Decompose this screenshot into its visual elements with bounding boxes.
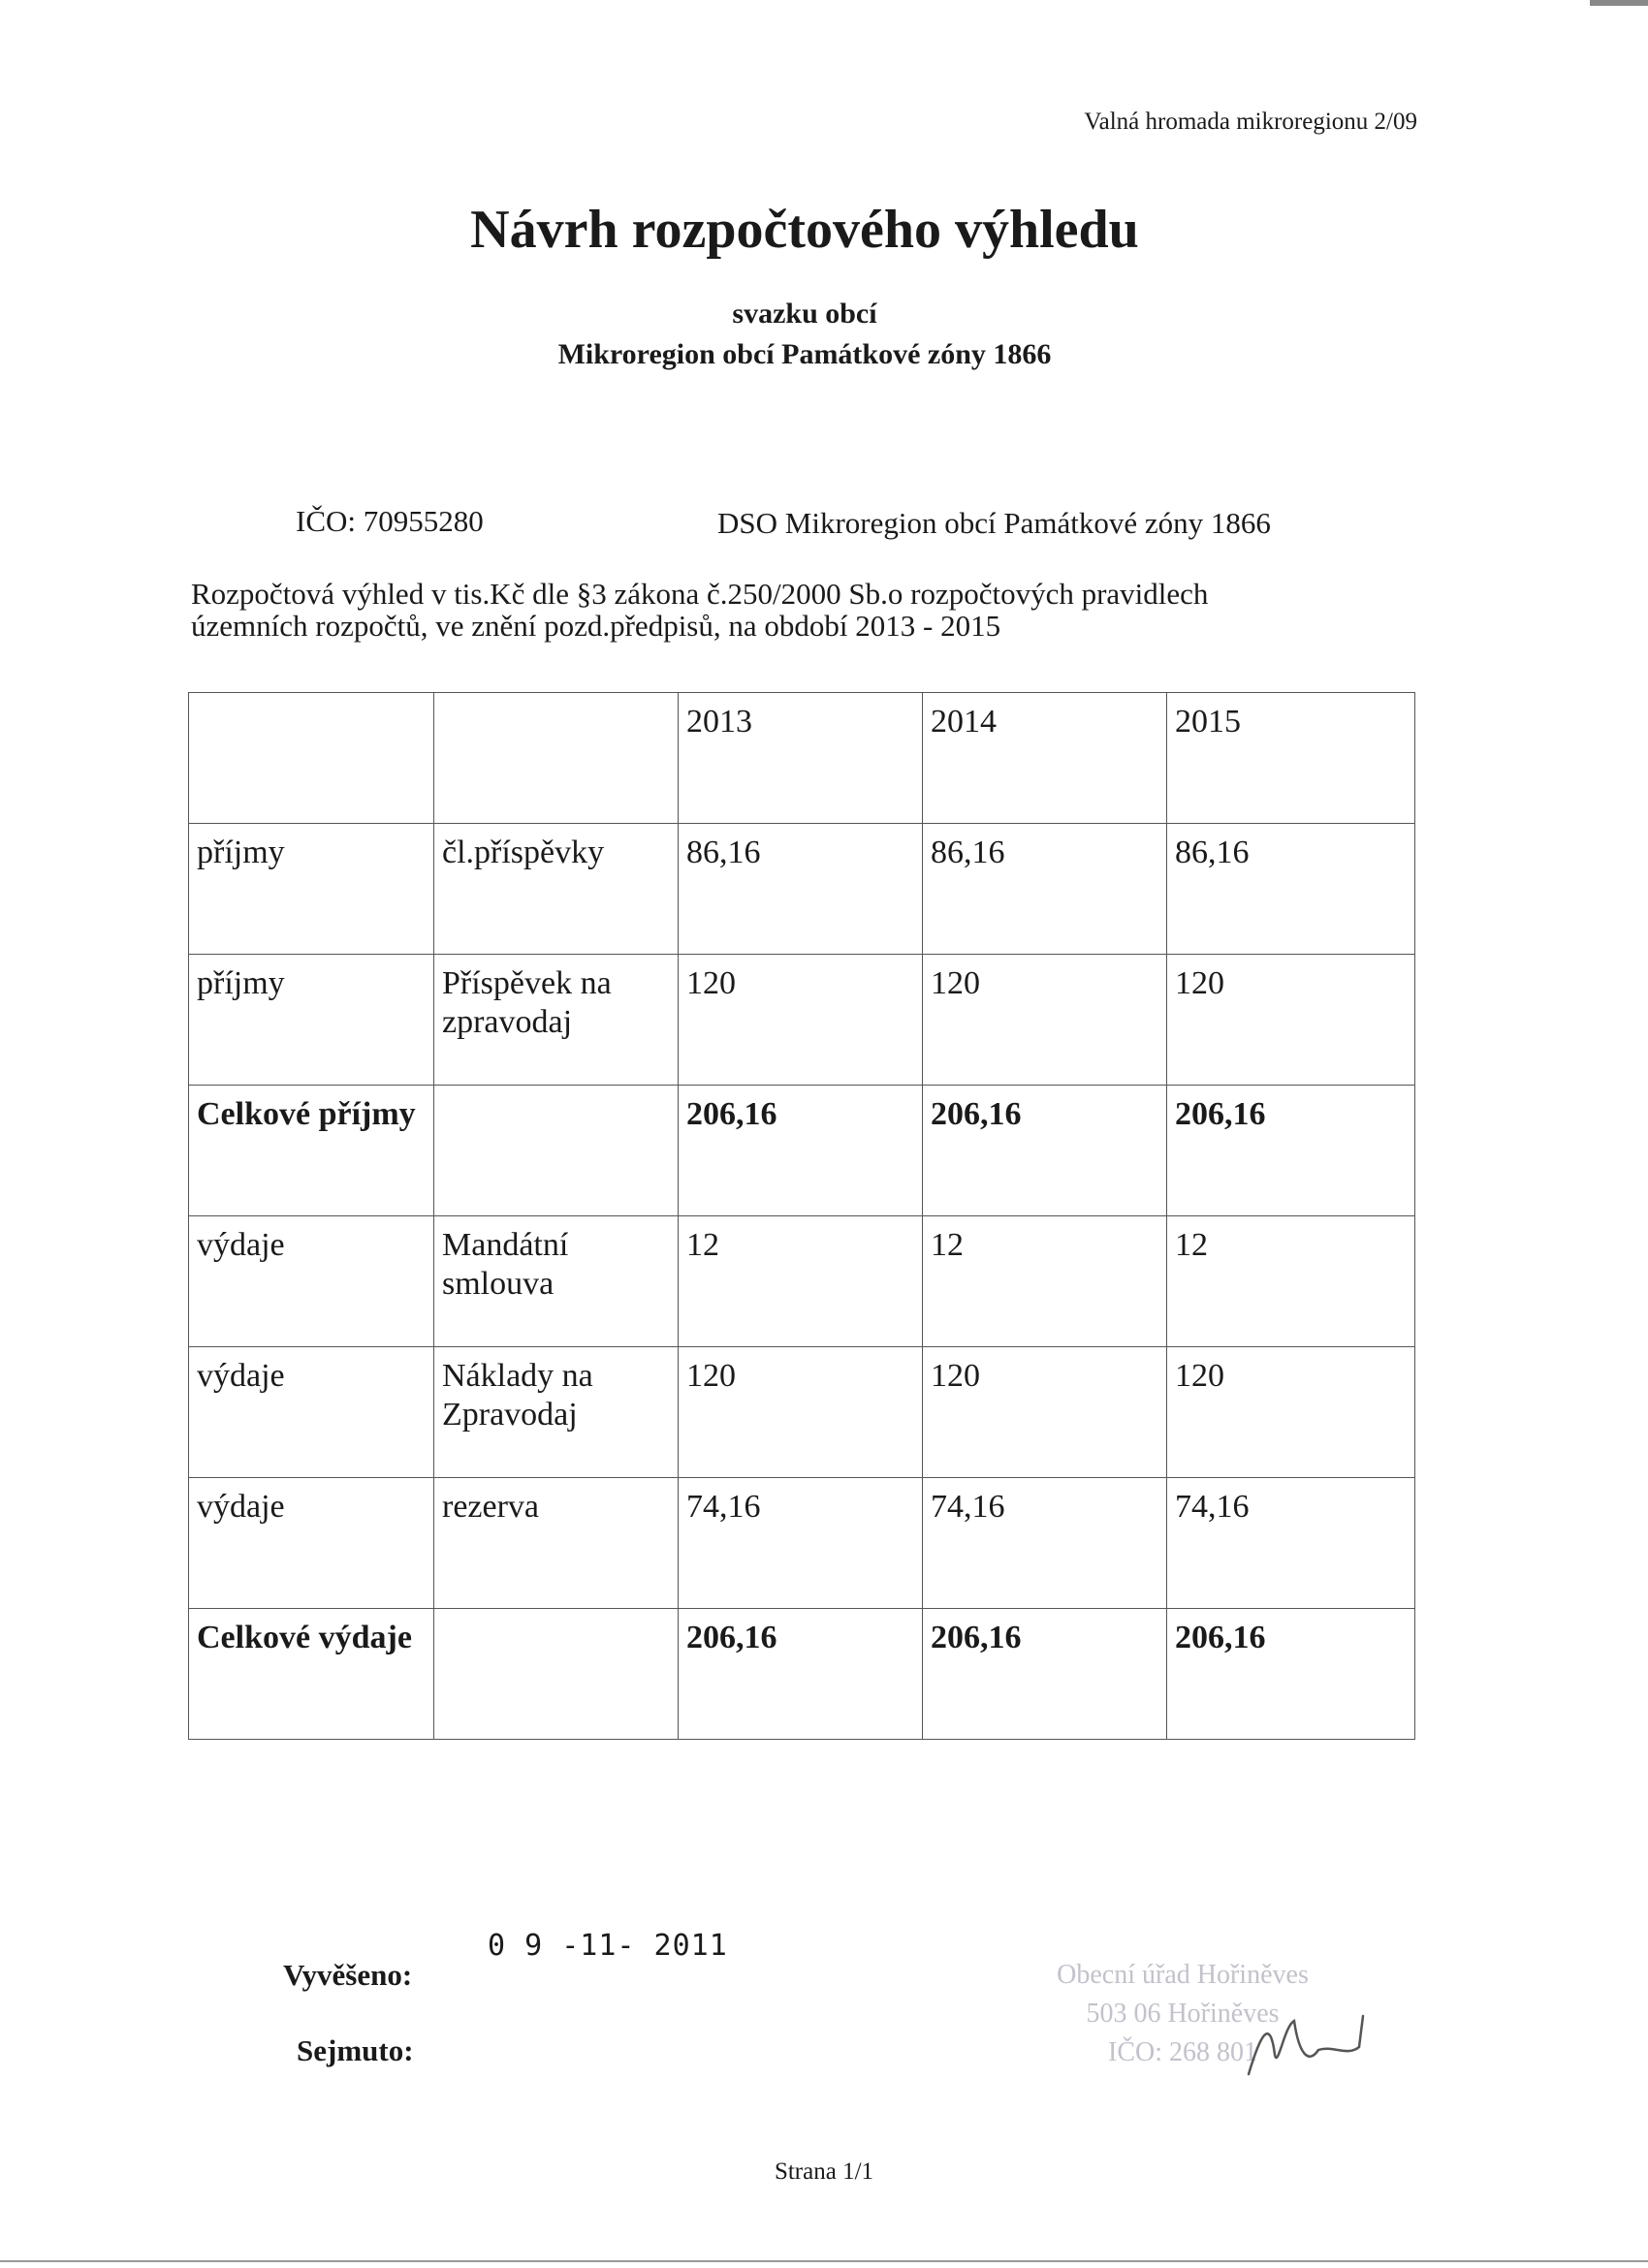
header-cell-year: 2014 [923, 693, 1167, 824]
row-value-2014: 12 [923, 1216, 1167, 1347]
meeting-reference: Valná hromada mikroregionu 2/09 [1084, 109, 1417, 135]
row-value-2015: 206,16 [1167, 1086, 1415, 1216]
intro-line-1: Rozpočtová výhled v tis.Kč dle §3 zákona č.250/2000 Sb.o rozpočtových pravidlech [191, 577, 1209, 611]
header-cell [434, 693, 679, 824]
row-item: Náklady na Zpravodaj [434, 1347, 679, 1478]
row-item: Příspěvek na zpravodaj [434, 955, 679, 1086]
page-number: Strana 1/1 [774, 2158, 874, 2185]
signature-icon [1241, 1997, 1367, 2084]
row-value-2014: 206,16 [923, 1609, 1167, 1740]
row-value-2014: 120 [923, 1347, 1167, 1478]
row-value-2015: 206,16 [1167, 1609, 1415, 1740]
row-item: čl.příspěvky [434, 824, 679, 955]
row-value-2013: 206,16 [679, 1609, 923, 1740]
row-value-2015: 74,16 [1167, 1478, 1415, 1609]
table-row [189, 1478, 1415, 1609]
removed-label: Sejmuto: [297, 2033, 414, 2067]
row-type: Celkové příjmy [189, 1086, 434, 1216]
table-row [189, 1216, 1415, 1347]
table-row-total [189, 1609, 1415, 1740]
budget-table [188, 692, 1415, 1740]
row-type: příjmy [189, 824, 434, 955]
table-header-row [189, 693, 1415, 824]
header-cell-year: 2013 [679, 693, 923, 824]
document-title: Návrh rozpočtového výhledu [470, 200, 1139, 260]
row-value-2015: 86,16 [1167, 824, 1415, 955]
row-item: rezerva [434, 1478, 679, 1609]
row-type: výdaje [189, 1347, 434, 1478]
stamp-line-3: IČO: 268 801 [1108, 2037, 1257, 2067]
scan-edge-mark [1590, 0, 1648, 6]
header-cell-year: 2015 [1167, 693, 1415, 824]
ico-number: IČO: 70955280 [296, 504, 484, 538]
subtitle-line-2: Mikroregion obcí Památkové zóny 1866 [557, 338, 1052, 370]
row-item [434, 1609, 679, 1740]
row-type: příjmy [189, 955, 434, 1086]
row-value-2013: 86,16 [679, 824, 923, 955]
row-value-2013: 120 [679, 1347, 923, 1478]
row-value-2014: 74,16 [923, 1478, 1167, 1609]
row-value-2013: 74,16 [679, 1478, 923, 1609]
row-value-2013: 12 [679, 1216, 923, 1347]
subtitle-line-1: svazku obcí [732, 298, 877, 330]
row-type: výdaje [189, 1216, 434, 1347]
row-value-2013: 206,16 [679, 1086, 923, 1216]
table-row [189, 824, 1415, 955]
stamp-line-1: Obecní úřad Hořiněves [1057, 1960, 1309, 1990]
table-row [189, 1347, 1415, 1478]
row-value-2013: 120 [679, 955, 923, 1086]
row-type: výdaje [189, 1478, 434, 1609]
table-row-total [189, 1086, 1415, 1216]
intro-line-2: územních rozpočtů, ve znění pozd.předpisů, na období 2013 - 2015 [191, 609, 1001, 643]
row-item [434, 1086, 679, 1216]
scan-edge-line [0, 2260, 1648, 2262]
table-row [189, 955, 1415, 1086]
row-item: Mandátní smlouva [434, 1216, 679, 1347]
row-value-2014: 120 [923, 955, 1167, 1086]
row-type: Celkové výdaje [189, 1609, 434, 1740]
intro-paragraph [191, 578, 1354, 642]
row-value-2015: 120 [1167, 955, 1415, 1086]
dso-name: DSO Mikroregion obcí Památkové zóny 1866 [717, 506, 1271, 540]
row-value-2015: 120 [1167, 1347, 1415, 1478]
row-value-2014: 206,16 [923, 1086, 1167, 1216]
posted-label: Vyvěšeno: [283, 1958, 413, 1992]
header-cell [189, 693, 434, 824]
posted-date-stamp: 0 9 -11- 2011 [488, 1929, 728, 1963]
stamp-line-2: 503 06 Hořiněves [1086, 1999, 1280, 2029]
row-value-2014: 86,16 [923, 824, 1167, 955]
row-value-2015: 12 [1167, 1216, 1415, 1347]
